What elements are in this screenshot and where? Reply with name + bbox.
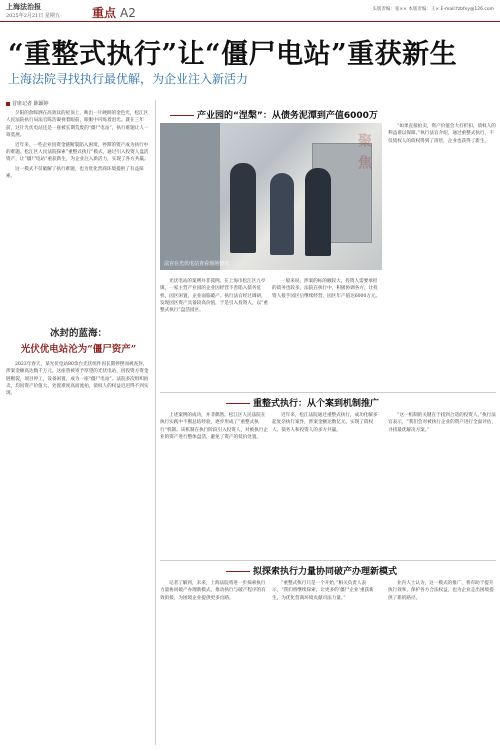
section-3-text: “重整式执行只是一个开始，”相关负责人表示，“我们将继续探索，让更多的‘僵尸企业’重获新生，为优化营商环境贡献司法力量。” <box>272 581 374 601</box>
issue-date: 2025年2月21日 星期五 <box>6 13 60 19</box>
title-rule <box>226 403 250 404</box>
section-title-1-text: 产业园的“涅槃”：从债务泥潭到产值6000万 <box>197 111 378 121</box>
section-divider <box>160 560 496 561</box>
lead-paragraph: 这一模式不仅破解了执行难题，也为优化营商环境提供了有益探索。 <box>6 166 144 180</box>
left-story <box>6 325 151 397</box>
section-title-2 <box>226 396 379 409</box>
photo-person <box>270 173 294 255</box>
byline-text: 首席记者 陈颖婷 <box>12 101 49 107</box>
section-2-text: 上述案例的成功，并非偶然。松江区人民法院在执行实践中不断总结经验，逐步形成了“重整式执行”机制。该机制在执行阶段引入投资人，对被执行企业的资产进行整体盘活，避免了资产的低价处置。 <box>160 413 269 440</box>
section-2-text: 近年来，松江法院通过重整式执行，成功化解多起复杂执行案件，涉案金额达数亿元，实现了债权人、债务人和投资人的多方共赢。 <box>272 413 378 433</box>
section-label <box>92 4 136 21</box>
subheadline: 上海法院寻找执行最优解，为企业注入新活力 <box>8 72 249 86</box>
section-1-text: 光伏电站的案例并非孤例。在上海市松江区九亭镇，一家主营产业园的企业因经营不善陷入债务危机，园区闲置，企业面临破产。执行法官经过调研，发现园区资产具备较高价值，于是引入投资人，以“重整式执行”盘活园区。 <box>160 279 269 314</box>
lead-text <box>6 110 151 183</box>
photo-caption: 法官在光伏电站查看现场情况 <box>164 261 230 267</box>
left-heading-2: 光伏优电站沦为“僵尸资产” <box>20 344 137 355</box>
left-story-text: 2023年春天，某光伏电站80余台光伏组件因长期停摆而被查封，涉案金额高达数千万元。这座曾被寄予厚望的光伏电站，因投资方资金链断裂，项目停工，设备闲置，成为一座“僵尸电站”。法院多次组织拍卖，均因资产价值大、处置难度高而流拍，债权人的权益迟迟得不到实现。 <box>6 362 149 397</box>
title-rule <box>170 115 194 116</box>
byline <box>6 100 49 107</box>
page-header <box>0 0 500 22</box>
page-number: A2 <box>120 6 136 20</box>
section-name: 重点 <box>92 6 117 20</box>
left-heading-1: 冰封的蓝海： <box>49 328 107 339</box>
section-title-2-text: 重整式执行：从个案到机制推广 <box>253 399 380 409</box>
photo-person <box>305 168 331 256</box>
byline-marker-icon <box>6 102 10 106</box>
section-3-text: 业内人士认为，这一模式的推广，将有助于提升执行效率，保护各方合法权益，也为企业走出困境提供了新的路径。 <box>388 581 494 601</box>
masthead: 上海法治报 <box>6 2 41 11</box>
news-photo <box>160 123 382 270</box>
photo-seal: 聚焦 <box>356 133 372 177</box>
section-2-text: “这一机制的关键在于找到合适的投资人，”执行法官表示，“我们会对被执行企业的资产进行全面评估，寻找最优解决方案。” <box>388 413 497 433</box>
section-title-3-text: 拟探索执行力量协同破产办理新模式 <box>253 567 398 577</box>
title-rule <box>226 571 250 572</box>
section-divider <box>160 392 496 393</box>
section-title-1 <box>170 108 378 121</box>
column-divider <box>155 100 156 745</box>
section-title-3 <box>226 564 397 577</box>
editors-line: 头版责编：张×× 本版责编：王× E-mail:fzbfxy@126.com <box>372 7 494 12</box>
photo-wall <box>160 123 220 270</box>
section-1-text: “如果直接拍卖，资产价值会大打折扣，债权人的利益难以保障。”执行法官介绍，通过重整式执行，不仅债权人的债权得到了清偿，企业也获得了新生。 <box>388 124 496 144</box>
photo-person <box>230 163 256 253</box>
section-1-text: 一般来说，涉案的标的额较大，投资人需要承担的债务也较多。法院在执行中，积极协调各方，让投资人接手园区后继续经营，园区年产值达6000万元。 <box>272 279 381 299</box>
headline: “重整式执行”让“僵尸电站”重获新生 <box>8 39 458 70</box>
lead-paragraph: 夕阳的余晖洒在高效钛的屋顶上，映出一片硬朗的金色光，松江区人民法院执行局法官陈浩凝视着眼前，眼眶中闪烁着泪光。就在三年前，这片光伏电站还是一座被长期荒废的“僵尸电站”，执行难题让人一筹莫展。 <box>6 111 149 139</box>
lead-paragraph: 近年来，一些企业因资金链断裂陷入困境，停滞的资产成为执行中的难题。松江区人民法院探索“重整式执行”模式，通过引入投资人盘活资产，让“僵尸电站”重获新生，为企业注入新活力，实现了各方共赢。 <box>6 142 149 163</box>
section-3-text: 记者了解到，未来，上海法院将进一步探索执行力量协同破产办理新模式，推动执行与破产程序的有效衔接，为困境企业提供更多出路。 <box>160 581 266 601</box>
